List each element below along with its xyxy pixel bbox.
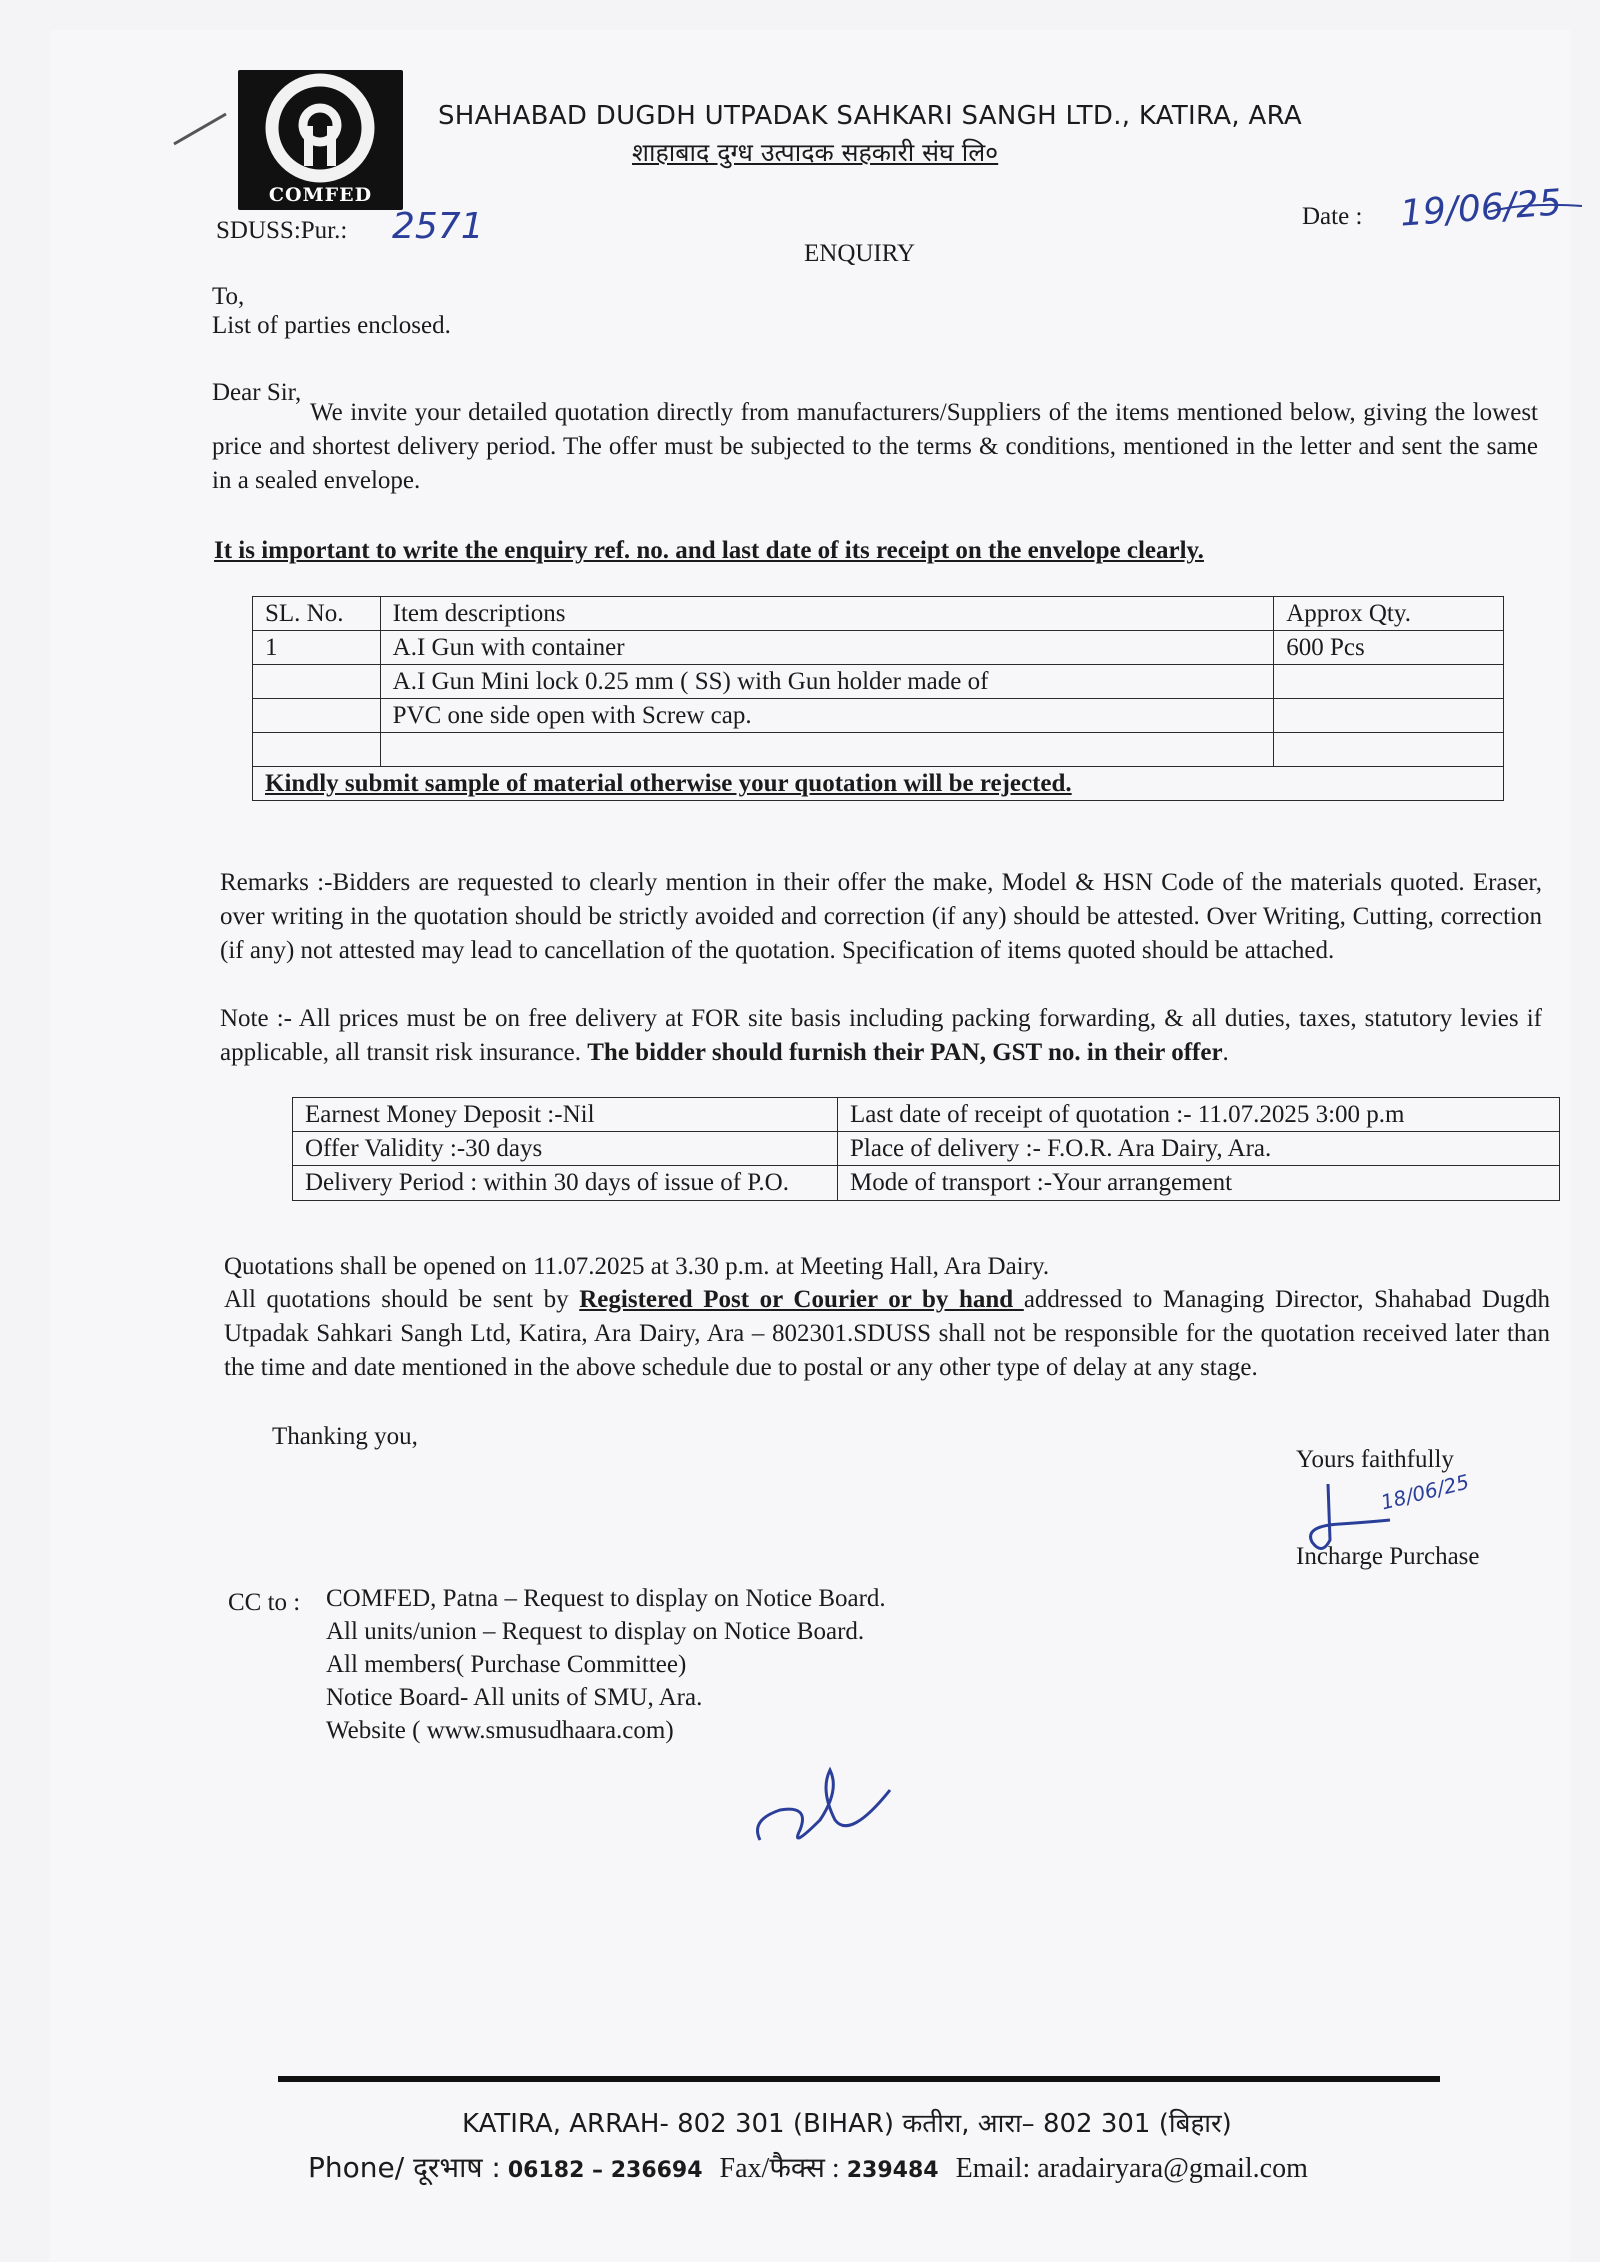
cc-label: CC to : [228,1589,301,1616]
to-label: To, [212,283,245,310]
date-value: 19/06/25 [1398,182,1563,235]
intro-paragraph: We invite your detailed quotation directly from manufacturers/Suppliers of the items mentioned below, giving the lowest price and shortest delivery period. The offer must be subjected to the terms & conditions, mentioned in the letter and sent the same in a sealed envelope. [212,399,1538,494]
remarks-paragraph: Remarks :-Bidders are requested to clearly mention in their offer the make, Model & HSN Code of the materials quoted. Eraser, over writing in the quotation should be strictly avoided and correction (if any) should be attested. Over Writing, Cutting, correction (if any) not attested may lead to cancellation of the quotation. Specification of items quoted should be attached. [220,869,1542,964]
submission-text-end: addressed to Managing Director, Shahabad Dugdh Utpadak Sahkari Sangh Ltd, Katira, Ara Dairy, Ara – 802301.SDUSS shall not be responsible for the quotation received later than the time and date mentioned in the above schedule due to postal or any other type of delay at any stage. [224,1286,1550,1381]
signature-date: 18/06/25 [1378,1469,1472,1515]
cc-item: Notice Board- All units of SMU, Ara. [326,1684,703,1711]
cc-item: All members( Purchase Committee) [326,1651,687,1678]
cell-description: A.I Gun with container [380,631,1274,665]
logo-text: COMFED [268,184,373,206]
table-row [253,699,1504,733]
cell-description: PVC one side open with Screw cap. [380,699,1274,733]
terms-cell: Offer Validity :-30 days [293,1132,838,1166]
table-footer-row [253,767,1504,801]
terms-table [292,1097,1560,1201]
header-sl-no: SL. No. [253,597,381,631]
terms-cell: Mode of transport :-Your arrangement [838,1166,1560,1201]
reference-label: SDUSS:Pur.: [216,217,348,244]
date-underline [1486,198,1586,223]
important-notice: It is important to write the enquiry ref. no. and last date of its receipt on the envelope clearly. [214,537,1204,564]
thanking-text: Thanking you, [272,1423,418,1450]
salutation: Dear Sir, [212,379,302,406]
footer-contact [308,2148,1308,2186]
cell-qty: 600 Pcs [1274,631,1504,665]
email-label: Email: [955,2153,1031,2184]
yours-faithfully: Yours faithfully [1296,1446,1454,1473]
designation: Incharge Purchase [1296,1543,1480,1570]
terms-cell: Last date of receipt of quotation :- 11.07.2025 3:00 p.m [838,1098,1560,1132]
submission-mode: Registered Post or Courier or by hand [579,1286,1024,1313]
items-table [252,596,1504,801]
date-label: Date : [1302,203,1363,230]
initials-signature [740,1750,900,1865]
terms-cell: Delivery Period : within 30 days of issue of P.O. [293,1166,838,1201]
table-row [253,631,1504,665]
document-title: ENQUIRY [804,240,916,267]
cc-list [326,1582,886,1747]
note-bold-text: The bidder should furnish their PAN, GST no. in their offer [587,1039,1223,1066]
cell-sl-no [253,733,381,767]
submission-paragraph [224,1283,1550,1385]
fax-label: Fax/फैक्स : [719,2153,840,2184]
cell-description [380,733,1274,767]
terms-cell: Earnest Money Deposit :-Nil [293,1098,838,1132]
fax-number: 239484 [846,2158,939,2183]
footer-divider [278,2076,1440,2082]
phone-label: Phone/ दूरभाष : [308,2151,501,2184]
email-address[interactable]: aradairyara@gmail.com [1037,2153,1308,2184]
reference-number: 2571 [392,206,484,247]
header-item-descriptions: Item descriptions [380,597,1274,631]
note-text: Note :- All prices must be on free delivery at FOR site basis including packing forwarding, & all duties, taxes, statutory levies if applicable, all transit risk insurance. [220,1005,1542,1066]
terms-row [293,1132,1560,1166]
note-paragraph [220,1002,1542,1070]
cell-qty [1274,665,1504,699]
submission-text-start: All quotations should be sent by [224,1286,580,1313]
table-row [253,665,1504,699]
opening-schedule: Quotations shall be opened on 11.07.2025 at 3.30 p.m. at Meeting Hall, Ara Dairy. [224,1253,1050,1280]
cc-item: All units/union – Request to display on Notice Board. [326,1618,865,1645]
sample-notice: Kindly submit sample of material otherwise your quotation will be rejected. [253,767,1504,801]
cc-item: Website ( www.smusudhaara.com) [326,1717,674,1744]
table-row [253,733,1504,767]
phone-number: 06182 – 236694 [507,2158,703,2183]
table-header-row [253,597,1504,631]
terms-row [293,1166,1560,1201]
footer-address: KATIRA, ARRAH- 802 301 (BIHAR) कतीरा, आरा– 802 301 (बिहार) [462,2109,1232,2139]
recipients: List of parties enclosed. [212,312,451,339]
organization-name-hindi: शाहाबाद दुग्ध उत्पादक सहकारी संघ लि० [632,138,999,167]
cell-qty [1274,699,1504,733]
comfed-logo [238,70,403,210]
organization-name-english: SHAHABAD DUGDH UTPADAK SAHKARI SANGH LTD., KATIRA, ARA [438,101,1303,131]
cell-qty [1274,733,1504,767]
cc-item: COMFED, Patna – Request to display on Notice Board. [326,1585,886,1612]
header-approx-qty: Approx Qty. [1274,597,1504,631]
cell-sl-no [253,665,381,699]
terms-cell: Place of delivery :- F.O.R. Ara Dairy, Ara. [838,1132,1560,1166]
cell-description: A.I Gun Mini lock 0.25 mm ( SS) with Gun holder made of [380,665,1274,699]
cell-sl-no: 1 [253,631,381,665]
cell-sl-no [253,699,381,733]
terms-row [293,1098,1560,1132]
pen-mark [170,108,230,153]
note-end: . [1222,1039,1229,1066]
